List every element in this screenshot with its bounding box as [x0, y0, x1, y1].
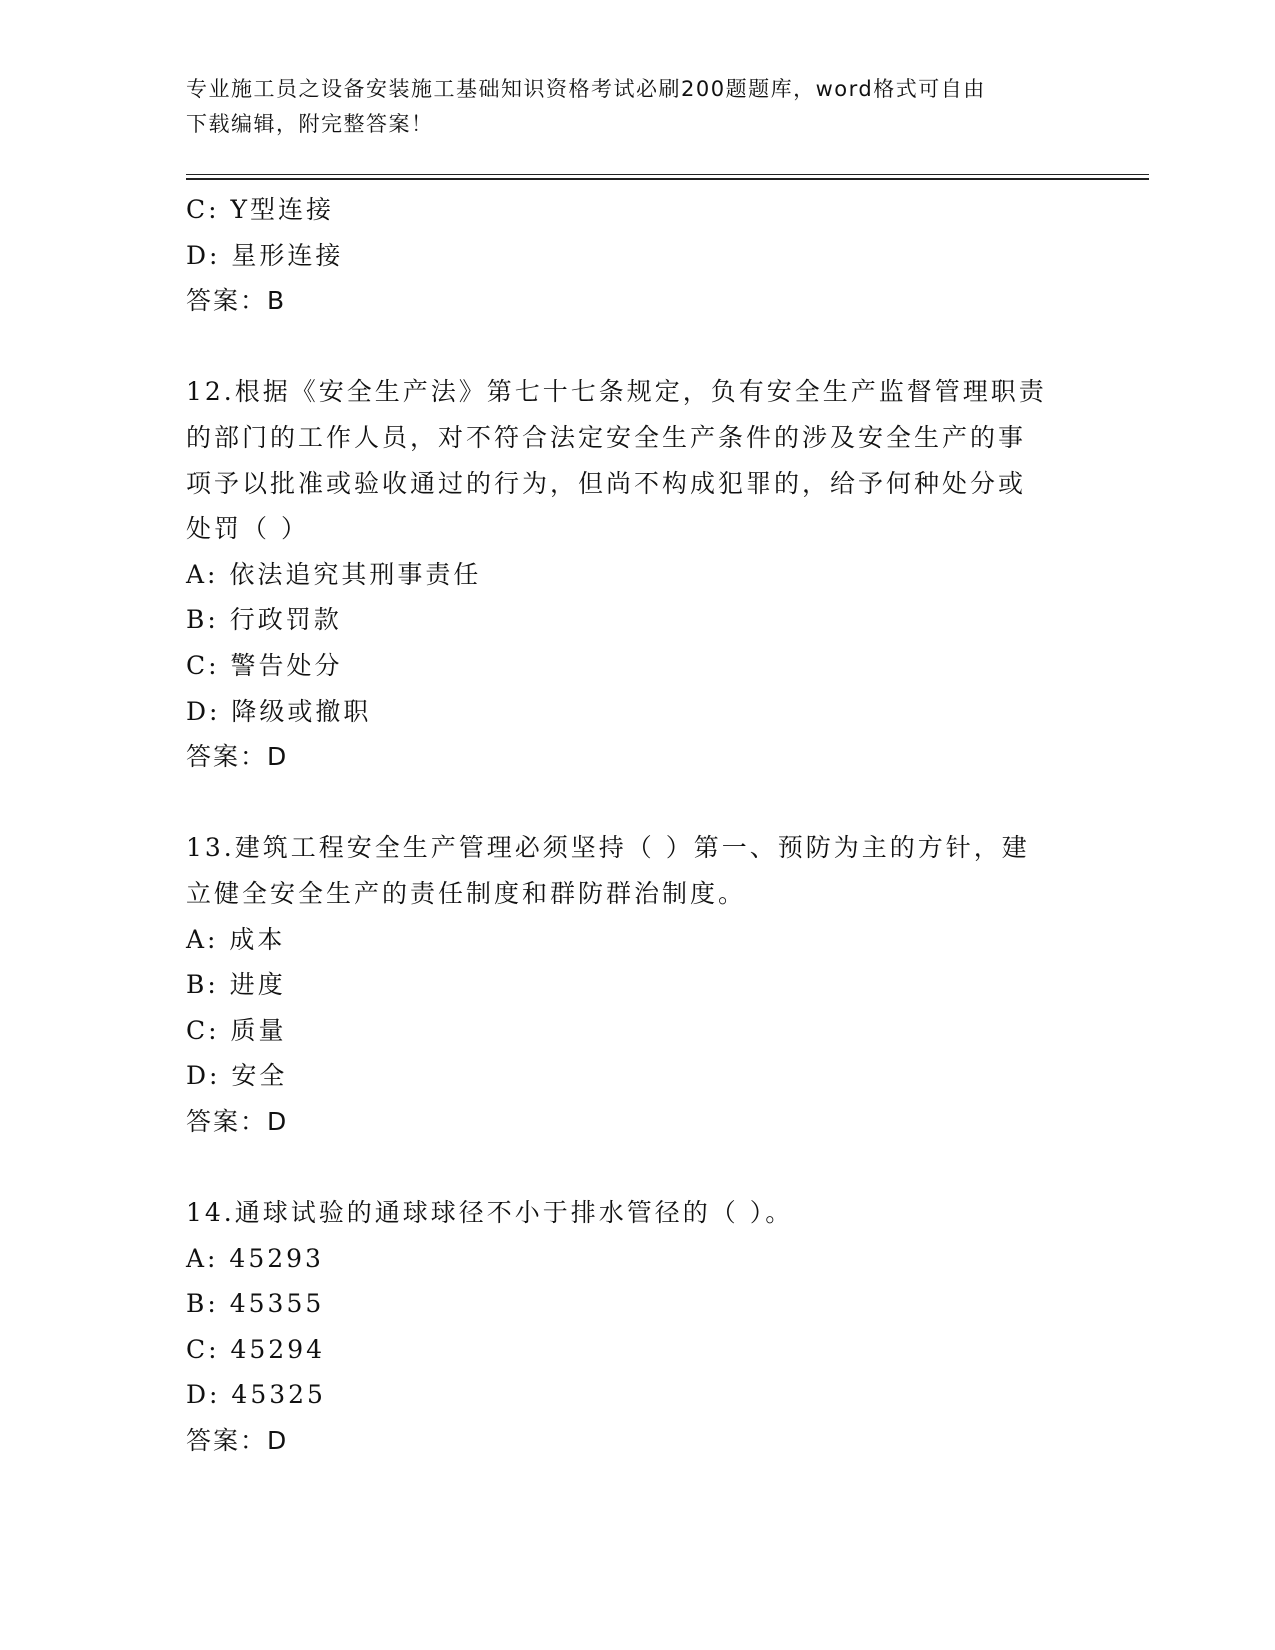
option-d: D: 降级或撤职	[186, 696, 372, 726]
question-text-line: 处罚（ ）	[186, 514, 309, 544]
answer-label: 答案：D	[186, 1106, 289, 1136]
question-text-line: 13.建筑工程安全生产管理必须坚持（ ）第一、预防为主的方针，建	[186, 833, 1030, 863]
answer-label: 答案：D	[186, 1426, 289, 1456]
option-a: A: 45293	[186, 1243, 324, 1273]
header-divider-thin	[186, 174, 1149, 175]
question-12	[186, 369, 1086, 779]
option-c: C: 警告处分	[186, 650, 343, 680]
answer-label: 答案：B	[186, 286, 287, 316]
option-a: A: 成本	[186, 924, 286, 954]
option-b: B: 行政罚款	[186, 605, 342, 635]
option-c: C: 质量	[186, 1015, 287, 1045]
question-text-line: 12.根据《安全生产法》第七十七条规定，负有安全生产监督管理职责	[186, 377, 1047, 407]
document-header	[186, 72, 1066, 142]
header-title-line-1: 专业施工员之设备安装施工基础知识资格考试必刷200题题库，word格式可自由	[186, 77, 986, 101]
option-b: B: 进度	[186, 970, 286, 1000]
answer-label: 答案：D	[186, 742, 289, 772]
header-title-line-2: 下载编辑，附完整答案！	[186, 112, 434, 136]
question-14	[186, 1190, 1086, 1464]
question-text-line: 立健全安全生产的责任制度和群防群治制度。	[186, 878, 747, 908]
option-a: A: 依法追究其刑事责任	[186, 559, 482, 589]
header-divider-thick	[186, 178, 1149, 180]
option-b: B: 45355	[186, 1289, 325, 1319]
option-d: D: 星形连接	[186, 240, 344, 270]
option-d: D: 45325	[186, 1380, 326, 1410]
question-text-line: 项予以批准或验收通过的行为，但尚不构成犯罪的，给予何种处分或	[186, 468, 1027, 498]
option-c: C: 45294	[186, 1334, 326, 1364]
option-d: D: 安全	[186, 1061, 288, 1091]
question-text-line: 14.通球试验的通球球径不小于排水管径的（ ）。	[186, 1198, 794, 1228]
question-text-line: 的部门的工作人员，对不符合法定安全生产条件的涉及安全生产的事	[186, 422, 1027, 452]
question-list	[186, 187, 1086, 1464]
option-c: C: Y型连接	[186, 195, 335, 224]
question-13	[186, 825, 1086, 1144]
question-11-tail	[186, 187, 1086, 324]
